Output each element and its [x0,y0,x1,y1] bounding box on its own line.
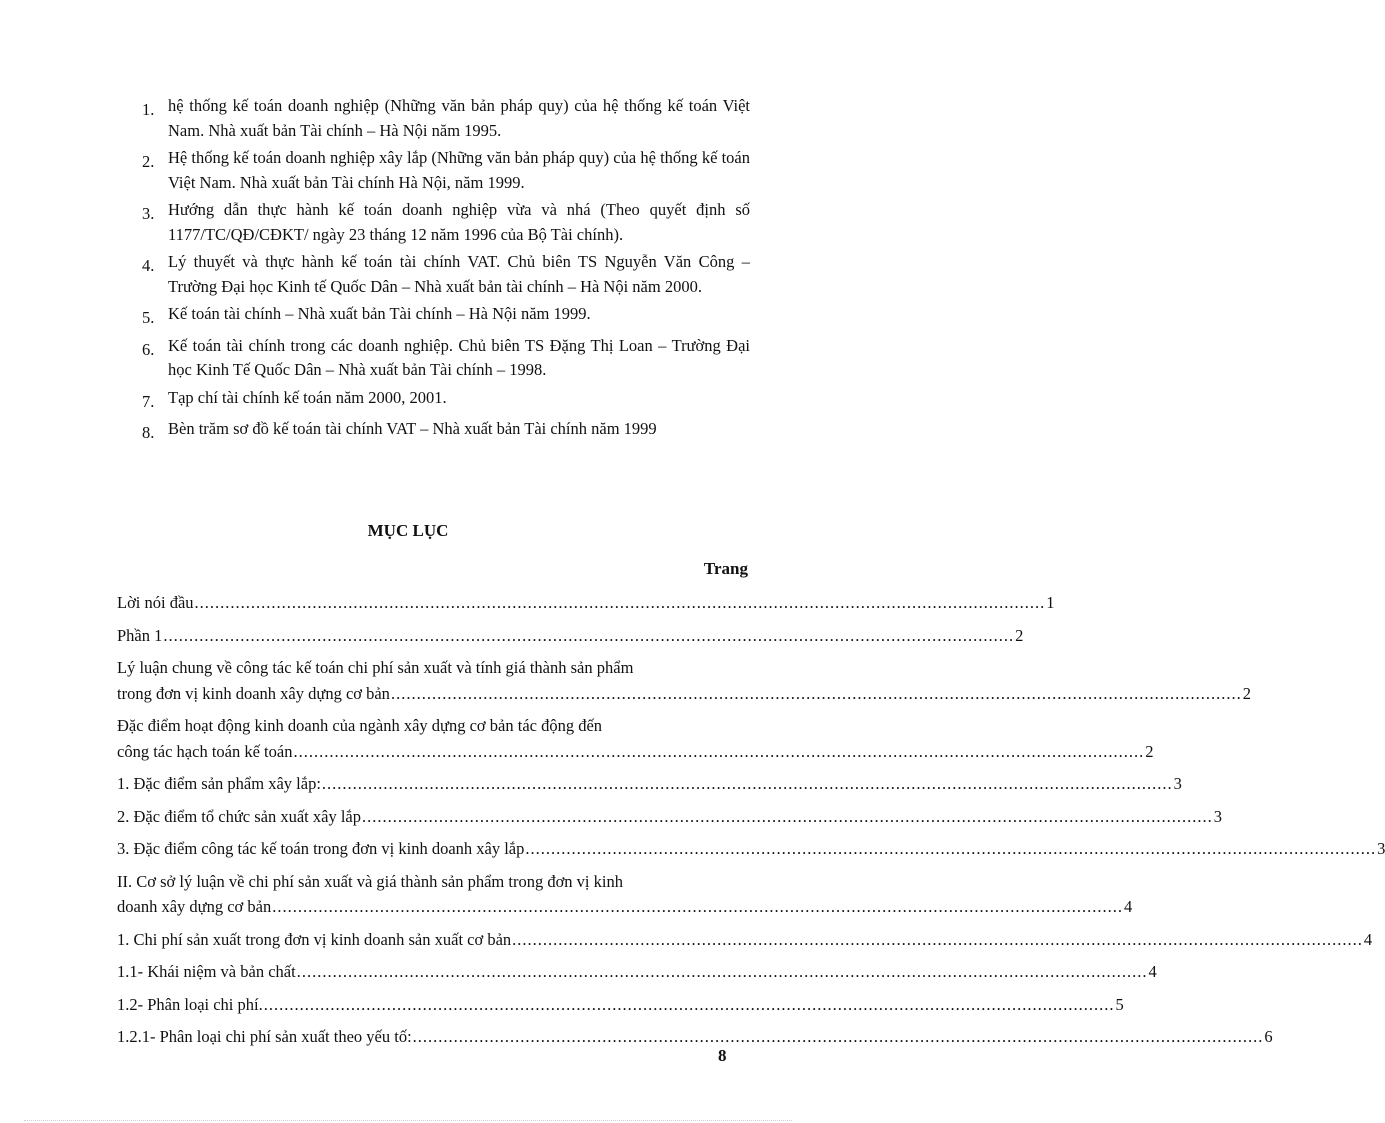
table-of-contents [117,590,1385,1057]
dot-leader: ...................................................................................................................................................................... [512,929,1363,949]
toc-entry-text: Phần 1 [117,625,163,645]
toc-entry-text: 1.2.1- Phân loại chi phí sản xuất theo yếu tố: [117,1027,412,1046]
toc-entry[interactable] [117,1024,1273,1050]
toc-entry[interactable] [117,869,1133,920]
toc-entry[interactable] [117,992,1124,1018]
reference-item [142,250,750,299]
page-number: 8 [718,1046,727,1065]
toc-entry[interactable] [117,713,1154,764]
toc-entry-page: 1 [1046,593,1055,612]
toc-entry[interactable] [117,804,1222,830]
toc-entry-text: trong đơn vị kinh doanh xây dựng cơ bản [117,683,390,703]
toc-entry-page: 2 [1015,625,1024,645]
dot-leader: ...................................................................................................................................................................... [321,774,1173,793]
dot-leader: ...................................................................................................................................................................... [390,683,1242,703]
toc-entry[interactable] [117,590,1055,616]
reference-number: 7. [142,391,155,411]
reference-number: 4. [142,256,155,275]
toc-title: MỤC LỤC [367,521,449,540]
reference-text: Bèn trăm sơ đồ kế toán tài chính VAT – Nhà xuất bản Tài chính năm 1999 [168,419,657,438]
reference-text: Kế toán tài chính trong các doanh nghiệp. Chủ biên TS Đặng Thị Loan – Trường Đại học Kinh Tế Quốc Dân – Nhà xuất bản Tài chính – 1998. [168,335,750,379]
reference-number: 5. [142,308,155,327]
toc-entry-page: 3 [1377,839,1385,858]
toc-entry-page: 3 [1173,774,1182,793]
reference-text: hệ thống kế toán doanh nghiệp (Những văn bản pháp quy) của hệ thống kế toán Việt Nam. Nhà xuất bản Tài chính – Hà Nội năm 1995. [168,96,750,140]
toc-page-header: Trang [703,559,748,578]
toc-entry-text: Lời nói đầu [117,593,194,612]
toc-entry-page: 4 [1148,962,1157,981]
toc-entry-line: II. Cơ sở lý luận về chi phí sản xuất và giá thành sản phẩm trong đơn vị kinh [117,871,623,891]
reference-text: Tạp chí tài chính kế toán năm 2000, 2001. [168,387,447,407]
reference-text: Hướng dẫn thực hành kế toán doanh nghiệp vừa và nhá (Theo quyết định số 1177/TC/QĐ/CĐKT/ ngày 23 tháng 12 năm 1996 của Bộ Tài chính). [168,200,750,244]
toc-entry-text: 1.1- Khái niệm và bản chất [117,962,296,981]
reference-item [142,302,750,331]
toc-entry[interactable] [117,836,1385,862]
reference-item [142,417,750,446]
toc-entry-text: công tác hạch toán kế toán [117,741,293,761]
toc-entry-page: 4 [1363,929,1373,949]
dot-leader: ...................................................................................................................................................................... [525,839,1377,858]
dot-leader: ...................................................................................................................................................................... [412,1027,1264,1046]
toc-entry[interactable] [117,623,1024,649]
reference-text: Hệ thống kế toán doanh nghiệp xây lắp (Những văn bản pháp quy) của hệ thống kế toán Việt Nam. Nhà xuất bản Tài chính Hà Nội, năm 1999. [168,148,750,192]
reference-item [142,386,750,415]
page-bottom-divider [24,1120,792,1121]
toc-entry-page: 3 [1213,806,1222,826]
dot-leader: ...................................................................................................................................................................... [296,962,1148,981]
reference-item [142,198,750,247]
toc-entry-page: 2 [1242,683,1251,703]
dot-leader: ...................................................................................................................................................................... [263,994,1115,1014]
toc-entry-text: doanh xây dựng cơ bản [117,897,272,916]
toc-entry-text: 1.2- Phân loại chi phí. [117,994,263,1014]
reference-number: 8. [142,423,155,442]
toc-entry-text: 1. Đặc điểm sản phẩm xây lắp: [117,774,321,793]
reference-item [142,334,750,383]
toc-entry-page: 4 [1123,897,1133,916]
reference-list [142,94,750,449]
toc-entry-page: 5 [1115,994,1124,1014]
reference-item [142,146,750,195]
reference-item [142,94,750,143]
dot-leader: ...................................................................................................................................................................... [163,625,1015,645]
toc-entry-line: Lý luận chung về công tác kế toán chi phí sản xuất và tính giá thành sản phẩm [117,658,634,677]
reference-number: 6. [142,339,155,359]
reference-number: 1. [142,100,155,119]
toc-entry-text: 2. Đặc điểm tổ chức sản xuất xây lắp [117,806,361,826]
dot-leader: ...................................................................................................................................................................... [362,806,1213,826]
dot-leader: ...................................................................................................................................................................... [293,741,1145,761]
toc-entry-text: 1. Chi phí sản xuất trong đơn vị kinh doanh sản xuất cơ bản [117,929,512,949]
toc-entry-text: 3. Đặc điểm công tác kế toán trong đơn vị kinh doanh xây lắp [117,839,525,858]
toc-entry[interactable] [117,655,1251,706]
reference-text: Lý thuyết và thực hành kế toán tài chính VAT. Chủ biên TS Nguyễn Văn Công – Trường Đại học Kinh tế Quốc Dân – Nhà xuất bản tài chính – Hà Nội năm 2000. [168,252,750,296]
toc-entry[interactable] [117,927,1373,953]
toc-entry-page: 2 [1145,741,1154,761]
toc-entry-line: Đặc điểm hoạt động kinh doanh của ngành xây dựng cơ bản tác động đến [117,716,603,735]
toc-entry-page: 6 [1264,1027,1273,1046]
dot-leader: ...................................................................................................................................................................... [194,593,1046,612]
toc-entry[interactable] [117,959,1157,985]
reference-number: 3. [142,204,155,223]
reference-number: 2. [142,152,155,171]
reference-text: Kế toán tài chính – Nhà xuất bản Tài chính – Hà Nội năm 1999. [168,304,591,323]
dot-leader: ...................................................................................................................................................................... [272,897,1123,916]
toc-entry[interactable] [117,771,1182,797]
